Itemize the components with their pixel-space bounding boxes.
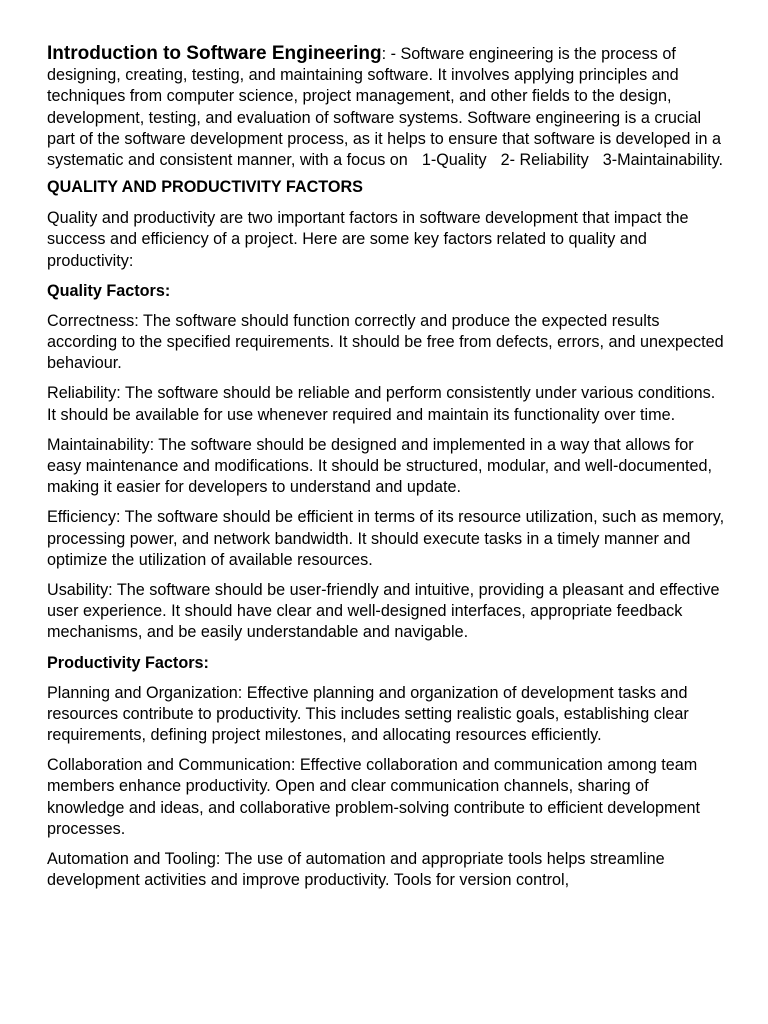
focus-item-maintainability: 3-Maintainability. [602,151,724,170]
focus-item-reliability: 2- Reliability [500,151,589,170]
intro-body: Software engineering is the process of designing, creating, testing, and maintaining software. It involves applying principles and techniques from computer science, project management, and other fields to the design, development, testing, and evaluation of software systems. Software engineering is a crucial part of the software development process, as it helps to ensure that software is developed in a systematic and consistent manner, with a focus on [47,45,721,170]
productivity-item-automation: Automation and Tooling: The use of automation and appropriate tools helps streamline development activities and improve productivity. Tools for version control, [47,850,665,890]
section-heading: QUALITY AND PRODUCTIVITY FACTORS [47,178,363,197]
quality-item-usability: Usability: The software should be user-friendly and intuitive, providing a pleasant and effective user experience. It should have clear and well-designed interfaces, appropriate feedback mechanisms, and be easily understandable and navigable. [47,581,720,642]
productivity-item-collaboration: Collaboration and Communication: Effective collaboration and communication among team members enhance productivity. Open and clear communication channels, sharing of knowledge and ideas, and collaborative problem-solving contribute to efficient development processes. [47,756,701,838]
productivity-factors-heading: Productivity Factors: [47,653,209,672]
intro-separator: : - [381,45,401,63]
quality-item-reliability: Reliability: The software should be reliable and perform consistently under various conditions. It should be available for use whenever required and maintain its functionality over time. [47,384,716,424]
intro-paragraph [47,43,728,171]
productivity-item-planning: Planning and Organization: Effective planning and organization of development tasks and resources contribute to productivity. This includes setting realistic goals, establishing clear requirements, defining project milestones, and allocating resources efficiently. [47,683,689,745]
quality-item-efficiency: Efficiency: The software should be efficient in terms of its resource utilization, such as memory, processing power, and network bandwidth. It should execute tasks in a timely manner and optimize the utilization of available resources. [47,508,725,569]
section-intro-paragraph: Quality and productivity are two important factors in software development that impact the success and efficiency of a project. Here are some key factors related to quality and productivity: [47,209,689,270]
quality-item-maintainability: Maintainability: The software should be designed and implemented in a way that allows for easy maintenance and modifications. It should be structured, modular, and well-documented, making it easier for developers to understand and update. [47,435,712,497]
quality-factors-heading: Quality Factors: [47,281,171,300]
focus-item-quality: 1-Quality [421,151,487,170]
intro-title: Introduction to Software Engineering [47,43,382,64]
quality-item-correctness: Correctness: The software should function correctly and produce the expected results according to the specified requirements. It should be free from defects, errors, and unexpected behaviour. [47,311,724,373]
